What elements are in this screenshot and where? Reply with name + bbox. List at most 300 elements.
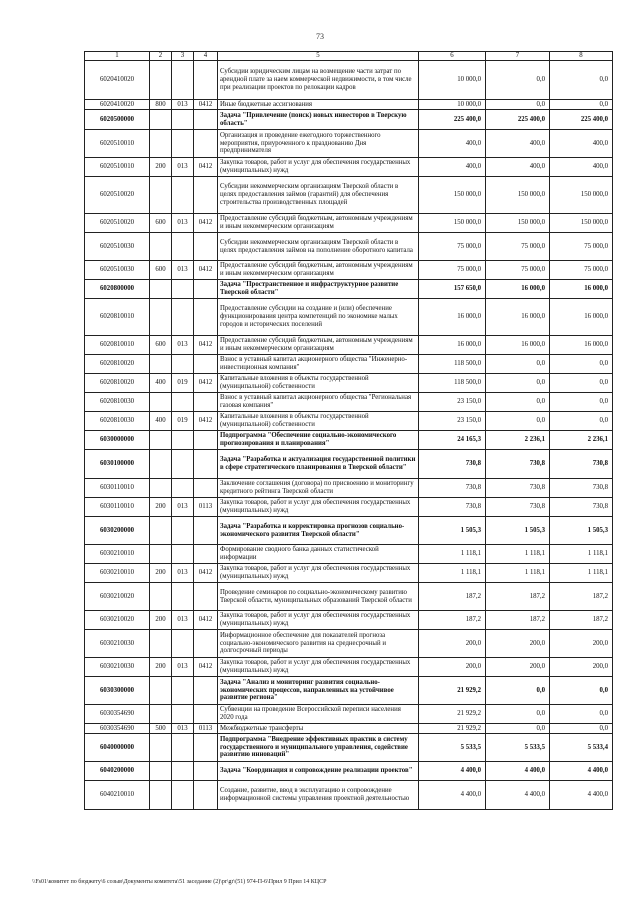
col4-cell [194, 299, 218, 336]
col2-cell [150, 705, 172, 724]
description-cell: Задача "Пространственное и инфраструктурное развитие Тверской области" [218, 280, 419, 299]
description-cell: Создание, развитие, ввод в эксплуатацию и сопровождение информационной системы управления проектной деятельностью [218, 781, 419, 810]
value-col7-cell: 225 400,0 [486, 110, 550, 130]
value-col6-cell: 4 400,0 [419, 781, 486, 810]
value-col7-cell: 400,0 [486, 158, 550, 177]
code-cell: 6020500000 [85, 110, 150, 130]
col2-cell [150, 450, 172, 479]
col4-cell [194, 177, 218, 214]
col3-cell: 013 [172, 100, 194, 110]
code-cell: 6030200000 [85, 517, 150, 545]
value-col8-cell: 730,8 [550, 498, 613, 517]
code-cell: 6020510010 [85, 130, 150, 158]
budget-table [84, 51, 613, 810]
description-cell: Задача "Разработка и корректировка прогнозов социально-экономического развития Тверской области" [218, 517, 419, 545]
table-row [85, 158, 613, 177]
table-row [85, 762, 613, 781]
header-cell: 2 [150, 52, 172, 61]
col4-cell [194, 431, 218, 450]
value-col8-cell: 5 533,4 [550, 734, 613, 762]
description-cell: Задача "Координация и сопровождение реализации проектов" [218, 762, 419, 781]
value-col6-cell: 5 533,5 [419, 734, 486, 762]
col4-cell [194, 781, 218, 810]
col3-cell [172, 177, 194, 214]
value-col8-cell: 150 000,0 [550, 177, 613, 214]
table-row [85, 100, 613, 110]
col2-cell [150, 393, 172, 412]
value-col7-cell: 0,0 [486, 412, 550, 431]
code-cell: 6020810010 [85, 299, 150, 336]
description-cell: Подпрограмма "Обеспечение социально-экономического прогнозирования и планирования" [218, 431, 419, 450]
col4-cell [194, 233, 218, 261]
table-row [85, 280, 613, 299]
code-cell: 6020510030 [85, 233, 150, 261]
col4-cell [194, 705, 218, 724]
col2-cell [150, 762, 172, 781]
value-col8-cell: 200,0 [550, 658, 613, 677]
code-cell: 6020510020 [85, 177, 150, 214]
value-col8-cell: 400,0 [550, 158, 613, 177]
value-col6-cell: 187,2 [419, 611, 486, 630]
value-col7-cell: 1 505,3 [486, 517, 550, 545]
col2-cell [150, 280, 172, 299]
value-col7-cell: 16 000,0 [486, 299, 550, 336]
code-cell: 6020410020 [85, 100, 150, 110]
value-col7-cell: 0,0 [486, 677, 550, 705]
value-col7-cell: 200,0 [486, 658, 550, 677]
col3-cell [172, 545, 194, 564]
table-row [85, 214, 613, 233]
value-col8-cell: 1 118,1 [550, 545, 613, 564]
col2-cell: 200 [150, 611, 172, 630]
col3-cell [172, 355, 194, 374]
value-col7-cell: 0,0 [486, 355, 550, 374]
col4-cell [194, 583, 218, 611]
value-col7-cell: 0,0 [486, 393, 550, 412]
value-col8-cell: 2 236,1 [550, 431, 613, 450]
value-col8-cell: 200,0 [550, 630, 613, 658]
value-col6-cell: 150 000,0 [419, 177, 486, 214]
file-path-footer: \\Fs01\комитет по бюджету\6 созыв\Документы комитета\51 заседание (2)\pr\gr\(51) 974-П-6\Прил 9 Прил 14 КЦСР [32, 879, 327, 885]
col4-cell [194, 734, 218, 762]
col4-cell [194, 130, 218, 158]
value-col6-cell: 730,8 [419, 450, 486, 479]
col2-cell: 200 [150, 158, 172, 177]
col2-cell: 800 [150, 100, 172, 110]
value-col7-cell: 0,0 [486, 724, 550, 734]
code-cell: 6030000000 [85, 431, 150, 450]
col2-cell [150, 630, 172, 658]
value-col7-cell: 0,0 [486, 374, 550, 393]
col2-cell: 200 [150, 498, 172, 517]
code-cell: 6030210020 [85, 583, 150, 611]
description-cell: Иные бюджетные ассигнования [218, 100, 419, 110]
col2-cell [150, 110, 172, 130]
value-col6-cell: 157 650,0 [419, 280, 486, 299]
header-cell: 8 [550, 52, 613, 61]
table-row [85, 355, 613, 374]
value-col8-cell: 187,2 [550, 611, 613, 630]
description-cell: Заключение соглашения (договора) по присвоению и мониторингу кредитного рейтинга Тверской области [218, 479, 419, 498]
code-cell: 6040000000 [85, 734, 150, 762]
table-row [85, 393, 613, 412]
col3-cell [172, 705, 194, 724]
code-cell: 6020810020 [85, 374, 150, 393]
col3-cell: 013 [172, 261, 194, 280]
description-cell: Субвенции на проведение Всероссийской переписи населения 2020 года [218, 705, 419, 724]
value-col7-cell: 4 400,0 [486, 762, 550, 781]
table-row [85, 233, 613, 261]
code-cell: 6020810030 [85, 393, 150, 412]
col4-cell: 0412 [194, 658, 218, 677]
value-col7-cell: 16 000,0 [486, 280, 550, 299]
table-header-row [85, 52, 613, 61]
value-col6-cell: 16 000,0 [419, 336, 486, 355]
table-row [85, 61, 613, 100]
col3-cell [172, 431, 194, 450]
value-col8-cell: 0,0 [550, 355, 613, 374]
col4-cell: 0412 [194, 336, 218, 355]
value-col6-cell: 1 505,3 [419, 517, 486, 545]
value-col7-cell: 730,8 [486, 450, 550, 479]
code-cell: 6030210010 [85, 545, 150, 564]
value-col6-cell: 21 929,2 [419, 724, 486, 734]
value-col6-cell: 400,0 [419, 158, 486, 177]
col3-cell: 013 [172, 158, 194, 177]
header-cell: 1 [85, 52, 150, 61]
col4-cell [194, 762, 218, 781]
code-cell: 6020810010 [85, 336, 150, 355]
header-cell: 6 [419, 52, 486, 61]
col4-cell: 0412 [194, 412, 218, 431]
table-row [85, 336, 613, 355]
table-row [85, 431, 613, 450]
col2-cell [150, 130, 172, 158]
col2-cell [150, 734, 172, 762]
col2-cell [150, 431, 172, 450]
code-cell: 6020810020 [85, 355, 150, 374]
description-cell: Информационное обеспечение для показателей прогноза социально-экономического развития на среднесрочный и долгосрочный периоды [218, 630, 419, 658]
description-cell: Предоставление субсидии на создание и (или) обеспечение функционирования центра компетенций по экономике малых городов и исторических поселений [218, 299, 419, 336]
table-row [85, 781, 613, 810]
value-col7-cell: 200,0 [486, 630, 550, 658]
value-col8-cell: 75 000,0 [550, 233, 613, 261]
value-col6-cell: 200,0 [419, 630, 486, 658]
col3-cell: 013 [172, 611, 194, 630]
table-row [85, 299, 613, 336]
col4-cell: 0113 [194, 724, 218, 734]
value-col6-cell: 75 000,0 [419, 233, 486, 261]
col2-cell [150, 517, 172, 545]
header-cell: 4 [194, 52, 218, 61]
value-col8-cell: 4 400,0 [550, 762, 613, 781]
col3-cell [172, 393, 194, 412]
col4-cell [194, 355, 218, 374]
code-cell: 6030354690 [85, 724, 150, 734]
code-cell: 6030210010 [85, 564, 150, 583]
value-col8-cell: 0,0 [550, 393, 613, 412]
table-row [85, 110, 613, 130]
col3-cell: 019 [172, 412, 194, 431]
value-col6-cell: 187,2 [419, 583, 486, 611]
value-col8-cell: 16 000,0 [550, 299, 613, 336]
col2-cell: 600 [150, 261, 172, 280]
value-col6-cell: 10 000,0 [419, 100, 486, 110]
code-cell: 6030110010 [85, 479, 150, 498]
col3-cell [172, 61, 194, 100]
value-col8-cell: 400,0 [550, 130, 613, 158]
value-col7-cell: 150 000,0 [486, 214, 550, 233]
description-cell: Капитальные вложения в объекты государственной (муниципальной) собственности [218, 374, 419, 393]
col2-cell: 400 [150, 412, 172, 431]
value-col6-cell: 24 165,3 [419, 431, 486, 450]
value-col6-cell: 1 118,1 [419, 545, 486, 564]
code-cell: 6030300000 [85, 677, 150, 705]
col2-cell [150, 479, 172, 498]
value-col8-cell: 16 000,0 [550, 280, 613, 299]
table-row [85, 734, 613, 762]
value-col8-cell: 0,0 [550, 677, 613, 705]
value-col6-cell: 730,8 [419, 479, 486, 498]
col4-cell: 0412 [194, 100, 218, 110]
col3-cell: 013 [172, 564, 194, 583]
description-cell: Субсидии некоммерческим организациям Тверской области в целях предоставления займов на пополнение оборотного капитала [218, 233, 419, 261]
value-col8-cell: 0,0 [550, 374, 613, 393]
value-col7-cell: 1 118,1 [486, 545, 550, 564]
value-col7-cell: 4 400,0 [486, 781, 550, 810]
value-col6-cell: 75 000,0 [419, 261, 486, 280]
value-col8-cell: 1 505,3 [550, 517, 613, 545]
table-row [85, 545, 613, 564]
description-cell: Проведение семинаров по социально-экономическому развитию Тверской области, муниципальных образований Тверской области [218, 583, 419, 611]
value-col6-cell: 225 400,0 [419, 110, 486, 130]
code-cell: 6020510010 [85, 158, 150, 177]
col2-cell [150, 781, 172, 810]
table-row [85, 412, 613, 431]
header-cell: 5 [218, 52, 419, 61]
value-col7-cell: 5 533,5 [486, 734, 550, 762]
value-col6-cell: 21 929,2 [419, 705, 486, 724]
value-col6-cell: 10 000,0 [419, 61, 486, 100]
col2-cell [150, 355, 172, 374]
table-row [85, 177, 613, 214]
table-row [85, 261, 613, 280]
value-col6-cell: 118 500,0 [419, 374, 486, 393]
code-cell: 6040200000 [85, 762, 150, 781]
code-cell: 6020810030 [85, 412, 150, 431]
description-cell: Взнос в уставный капитал акционерного общества "Региональная газовая компания" [218, 393, 419, 412]
code-cell: 6020510030 [85, 261, 150, 280]
col4-cell [194, 677, 218, 705]
value-col8-cell: 187,2 [550, 583, 613, 611]
col3-cell [172, 280, 194, 299]
description-cell: Закупка товаров, работ и услуг для обеспечения государственных (муниципальных) нужд [218, 611, 419, 630]
col4-cell: 0412 [194, 261, 218, 280]
description-cell: Задача "Привлечение (поиск) новых инвесторов в Тверскую область" [218, 110, 419, 130]
col3-cell: 013 [172, 498, 194, 517]
value-col7-cell: 0,0 [486, 705, 550, 724]
value-col6-cell: 1 118,1 [419, 564, 486, 583]
col4-cell [194, 61, 218, 100]
col3-cell [172, 299, 194, 336]
value-col6-cell: 150 000,0 [419, 214, 486, 233]
value-col8-cell: 0,0 [550, 412, 613, 431]
col2-cell: 200 [150, 564, 172, 583]
code-cell: 6040210010 [85, 781, 150, 810]
table-row [85, 611, 613, 630]
col2-cell [150, 545, 172, 564]
code-cell: 6020800000 [85, 280, 150, 299]
description-cell: Организация и проведение ежегодного торжественного мероприятия, приуроченного к празднованию Дня предпринимателя [218, 130, 419, 158]
description-cell: Межбюджетные трансферты [218, 724, 419, 734]
col3-cell [172, 450, 194, 479]
col4-cell [194, 517, 218, 545]
table-row [85, 705, 613, 724]
col4-cell: 0412 [194, 564, 218, 583]
description-cell: Субсидии некоммерческим организациям Тверской области в целях предоставления займов (гарантий) для обеспечения строительства производственных площадей [218, 177, 419, 214]
col4-cell [194, 479, 218, 498]
value-col6-cell: 730,8 [419, 498, 486, 517]
col2-cell: 500 [150, 724, 172, 734]
description-cell: Закупка товаров, работ и услуг для обеспечения государственных (муниципальных) нужд [218, 158, 419, 177]
page-number: 73 [316, 32, 324, 41]
col3-cell [172, 130, 194, 158]
value-col7-cell: 187,2 [486, 611, 550, 630]
table-row [85, 374, 613, 393]
table-row [85, 677, 613, 705]
value-col8-cell: 0,0 [550, 705, 613, 724]
description-cell: Предоставление субсидий бюджетным, автономным учреждениям и иным некоммерческим организациям [218, 336, 419, 355]
col4-cell [194, 393, 218, 412]
value-col7-cell: 16 000,0 [486, 336, 550, 355]
col3-cell [172, 479, 194, 498]
col4-cell [194, 450, 218, 479]
value-col6-cell: 23 150,0 [419, 393, 486, 412]
table-row [85, 498, 613, 517]
col2-cell [150, 583, 172, 611]
table-row [85, 130, 613, 158]
value-col8-cell: 75 000,0 [550, 261, 613, 280]
code-cell: 6030110010 [85, 498, 150, 517]
col2-cell [150, 299, 172, 336]
value-col7-cell: 400,0 [486, 130, 550, 158]
code-cell: 6030210030 [85, 630, 150, 658]
col3-cell [172, 583, 194, 611]
col3-cell [172, 677, 194, 705]
col2-cell [150, 677, 172, 705]
value-col7-cell: 730,8 [486, 498, 550, 517]
value-col8-cell: 0,0 [550, 61, 613, 100]
value-col8-cell: 730,8 [550, 479, 613, 498]
col2-cell: 200 [150, 658, 172, 677]
description-cell: Формирование сводного банка данных статистической информации [218, 545, 419, 564]
value-col8-cell: 0,0 [550, 100, 613, 110]
code-cell: 6030210030 [85, 658, 150, 677]
value-col6-cell: 21 929,2 [419, 677, 486, 705]
col4-cell [194, 630, 218, 658]
description-cell: Задача "Анализ и мониторинг развития социально-экономических процессов, направленных на устойчивое развитие региона" [218, 677, 419, 705]
description-cell: Подпрограмма "Внедрение эффективных практик в систему государственного и муниципального управления, содействие развитию инноваций" [218, 734, 419, 762]
description-cell: Предоставление субсидий бюджетным, автономным учреждениям и иным некоммерческим организациям [218, 214, 419, 233]
value-col8-cell: 4 400,0 [550, 781, 613, 810]
col3-cell: 013 [172, 658, 194, 677]
col3-cell [172, 762, 194, 781]
value-col6-cell: 4 400,0 [419, 762, 486, 781]
value-col6-cell: 118 500,0 [419, 355, 486, 374]
col2-cell: 400 [150, 374, 172, 393]
code-cell: 6020410020 [85, 61, 150, 100]
col3-cell [172, 110, 194, 130]
col2-cell: 600 [150, 336, 172, 355]
col3-cell [172, 630, 194, 658]
description-cell: Предоставление субсидий бюджетным, автономным учреждениям и иным некоммерческим организациям [218, 261, 419, 280]
value-col8-cell: 225 400,0 [550, 110, 613, 130]
col3-cell: 019 [172, 374, 194, 393]
value-col6-cell: 400,0 [419, 130, 486, 158]
value-col8-cell: 16 000,0 [550, 336, 613, 355]
col2-cell: 600 [150, 214, 172, 233]
col4-cell: 0412 [194, 611, 218, 630]
header-cell: 7 [486, 52, 550, 61]
col3-cell [172, 734, 194, 762]
code-cell: 6020510020 [85, 214, 150, 233]
table-row [85, 630, 613, 658]
col2-cell [150, 61, 172, 100]
value-col8-cell: 150 000,0 [550, 214, 613, 233]
value-col7-cell: 75 000,0 [486, 261, 550, 280]
table-row [85, 658, 613, 677]
value-col6-cell: 200,0 [419, 658, 486, 677]
value-col7-cell: 0,0 [486, 61, 550, 100]
value-col7-cell: 730,8 [486, 479, 550, 498]
col2-cell [150, 177, 172, 214]
code-cell: 6030354690 [85, 705, 150, 724]
col4-cell: 0412 [194, 374, 218, 393]
col4-cell: 0113 [194, 498, 218, 517]
table-row [85, 564, 613, 583]
value-col7-cell: 2 236,1 [486, 431, 550, 450]
table-row [85, 517, 613, 545]
table-row [85, 479, 613, 498]
table-row [85, 450, 613, 479]
description-cell: Капитальные вложения в объекты государственной (муниципальной) собственности [218, 412, 419, 431]
table-row [85, 583, 613, 611]
value-col7-cell: 75 000,0 [486, 233, 550, 261]
description-cell: Закупка товаров, работ и услуг для обеспечения государственных (муниципальных) нужд [218, 498, 419, 517]
col3-cell [172, 517, 194, 545]
code-cell: 6030210020 [85, 611, 150, 630]
col3-cell: 013 [172, 724, 194, 734]
description-cell: Закупка товаров, работ и услуг для обеспечения государственных (муниципальных) нужд [218, 564, 419, 583]
description-cell: Задача "Разработка и актуализация государственной политики в сфере стратегического планирования в Тверской области" [218, 450, 419, 479]
value-col8-cell: 1 118,1 [550, 564, 613, 583]
description-cell: Закупка товаров, работ и услуг для обеспечения государственных (муниципальных) нужд [218, 658, 419, 677]
value-col8-cell: 0,0 [550, 724, 613, 734]
col4-cell: 0412 [194, 158, 218, 177]
value-col6-cell: 23 150,0 [419, 412, 486, 431]
col4-cell [194, 280, 218, 299]
table-row [85, 724, 613, 734]
col4-cell [194, 110, 218, 130]
col3-cell: 013 [172, 214, 194, 233]
description-cell: Субсидии юридическим лицам на возмещение части затрат по арендной плате за наем коммерческой недвижимости, в том числе при реализации проектов по релокации кадров [218, 61, 419, 100]
code-cell: 6030100000 [85, 450, 150, 479]
col3-cell [172, 233, 194, 261]
col4-cell [194, 545, 218, 564]
col3-cell [172, 781, 194, 810]
value-col7-cell: 150 000,0 [486, 177, 550, 214]
header-cell: 3 [172, 52, 194, 61]
